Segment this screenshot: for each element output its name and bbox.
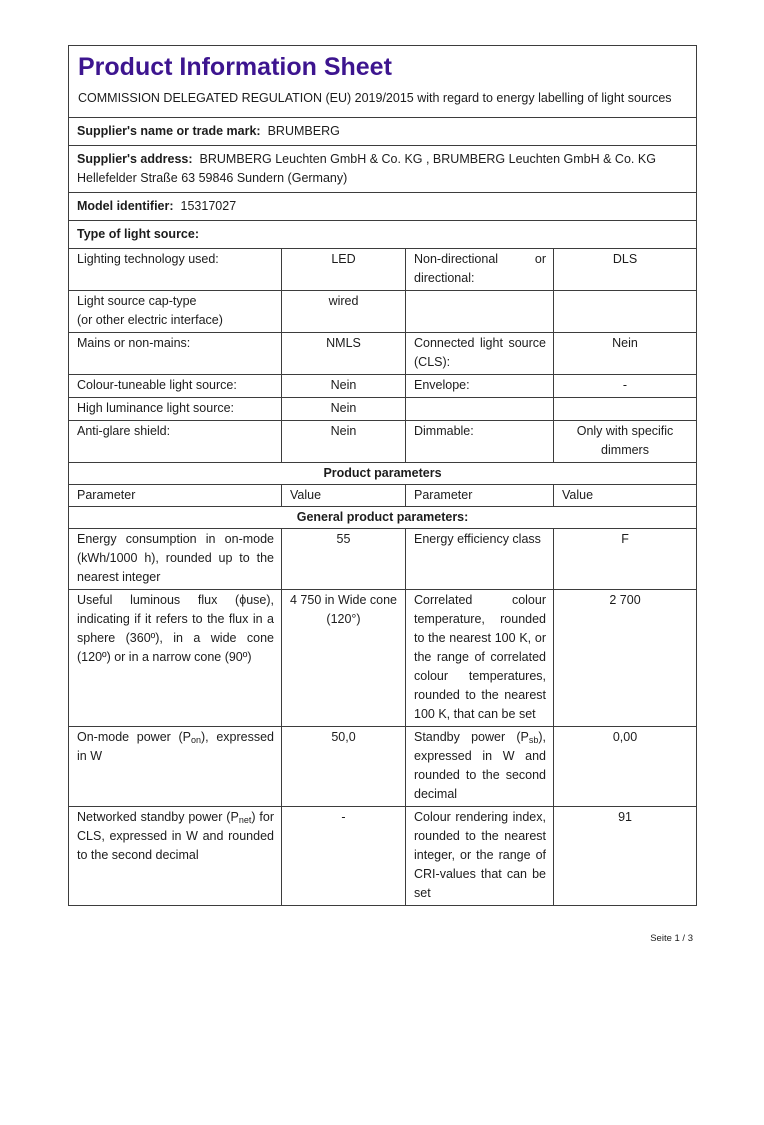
parameter-value-cell: 55 <box>282 529 406 590</box>
parameter-label-cell: Colour-tuneable light source: <box>69 375 282 398</box>
parameter-value-cell: wired <box>282 291 406 333</box>
general-parameter-row <box>69 590 697 727</box>
parameter-label-cell: High luminance light source: <box>69 398 282 421</box>
parameter-label-cell: Useful luminous flux (ϕuse), indicating if it refers to the flux in a sphere (360º), in a wide cone (120º) or in a narrow cone (90º) <box>69 590 282 727</box>
parameter-label-cell: Light source cap-type (or other electric interface) <box>69 291 282 333</box>
column-header-parameter-1: Parameter <box>69 485 282 507</box>
type-parameter-row <box>69 375 697 398</box>
general-product-parameters-rows <box>69 529 697 906</box>
parameter-value-cell: - <box>554 375 697 398</box>
supplier-address-row <box>69 146 697 193</box>
supplier-name-cell <box>69 118 697 146</box>
general-parameter-row <box>69 807 697 906</box>
parameter-value-cell: Nein <box>282 398 406 421</box>
general-product-parameters-heading: General product parameters: <box>69 507 697 529</box>
parameter-label-cell: Energy consumption in on-mode (kWh/1000 h), rounded up to the nearest integer <box>69 529 282 590</box>
parameter-label-cell: Connected light source (CLS): <box>406 333 554 375</box>
product-parameters-heading-row <box>69 463 697 485</box>
parameter-value-cell: 0,00 <box>554 727 697 807</box>
parameter-value-cell: Nein <box>282 375 406 398</box>
supplier-name-value: BRUMBERG <box>267 124 340 138</box>
parameter-value-cell: NMLS <box>282 333 406 375</box>
parameter-label-cell: Anti-glare shield: <box>69 421 282 463</box>
type-of-light-source-heading: Type of light source: <box>69 221 697 249</box>
regulation-subtitle: COMMISSION DELEGATED REGULATION (EU) 2019/2015 with regard to energy labelling of light sources <box>78 91 672 105</box>
parameter-label-cell: Energy efficiency class <box>406 529 554 590</box>
general-parameter-row <box>69 727 697 807</box>
product-information-table <box>68 45 697 906</box>
parameter-label-cell: On-mode power $(P_{on})$, expressed in W <box>69 727 282 807</box>
document-page <box>0 45 764 1125</box>
page-number: Seite 1 / 3 <box>650 933 693 944</box>
parameter-label-cell <box>406 398 554 421</box>
parameter-label-cell: Networked standby power $(P_{net})$ for CLS, expressed in W and rounded to the second decimal <box>69 807 282 906</box>
model-identifier-label: Model identifier: <box>77 199 174 213</box>
type-parameter-row <box>69 421 697 463</box>
parameter-value-cell: DLS <box>554 249 697 291</box>
parameter-label-cell: Dimmable: <box>406 421 554 463</box>
column-header-parameter-2: Parameter <box>406 485 554 507</box>
parameter-value-cell: 2 700 <box>554 590 697 727</box>
title-row <box>69 46 697 118</box>
model-identifier-value: 15317027 <box>180 199 237 213</box>
parameter-value-cell: - <box>282 807 406 906</box>
product-parameters-heading: Product parameters <box>69 463 697 485</box>
parameter-value-cell <box>554 398 697 421</box>
supplier-name-label: Supplier's name or trade mark: <box>77 124 261 138</box>
supplier-name-row <box>69 118 697 146</box>
supplier-address-cell <box>69 146 697 193</box>
parameter-label-cell: Envelope: <box>406 375 554 398</box>
parameter-value-cell <box>554 291 697 333</box>
parameter-value-cell: 91 <box>554 807 697 906</box>
type-parameter-row <box>69 333 697 375</box>
parameter-label-cell: Colour rendering index, rounded to the nearest integer, or the range of CRI-values that can be set <box>406 807 554 906</box>
supplier-address-label: Supplier's address: <box>77 152 193 166</box>
parameter-label-cell <box>406 291 554 333</box>
parameter-value-cell: 4 750 in Wide cone (120°) <box>282 590 406 727</box>
parameter-label-cell: Correlated colour temperature, rounded to the nearest 100 K, or the range of correlated colour temperatures, rounded to the nearest 100 K, that can be set <box>406 590 554 727</box>
parameter-label-cell: Non-directional or directional: <box>406 249 554 291</box>
parameter-value-cell: 50,0 <box>282 727 406 807</box>
column-header-value-2: Value <box>554 485 697 507</box>
general-product-parameters-heading-row <box>69 507 697 529</box>
parameter-value-cell: Only with specific dimmers <box>554 421 697 463</box>
type-parameter-row <box>69 291 697 333</box>
parameter-value-cell: LED <box>282 249 406 291</box>
supplier-address-value: BRUMBERG Leuchten GmbH & Co. KG , BRUMBERG Leuchten GmbH & Co. KG Hellefelder Straße 63 59846 Sundern (Germany) <box>77 152 656 185</box>
parameter-value-cell: Nein <box>554 333 697 375</box>
parameter-value-cell: F <box>554 529 697 590</box>
parameter-label-cell: Standby power $(P_{sb})$, expressed in W and rounded to the second decimal <box>406 727 554 807</box>
type-of-light-source-row <box>69 221 697 249</box>
document-header-section <box>69 46 697 249</box>
parameter-label-cell: Mains or non-mains: <box>69 333 282 375</box>
parameter-label-cell: Lighting technology used: <box>69 249 282 291</box>
product-parameters-header-section <box>69 463 697 529</box>
column-header-value-1: Value <box>282 485 406 507</box>
model-identifier-cell <box>69 193 697 221</box>
parameter-value-cell: Nein <box>282 421 406 463</box>
model-identifier-row <box>69 193 697 221</box>
type-parameter-row <box>69 249 697 291</box>
general-parameter-row <box>69 529 697 590</box>
type-parameter-row <box>69 398 697 421</box>
type-section-rows <box>69 249 697 463</box>
column-header-row <box>69 485 697 507</box>
page-title: Product Information Sheet <box>78 53 392 81</box>
title-cell <box>69 46 697 118</box>
